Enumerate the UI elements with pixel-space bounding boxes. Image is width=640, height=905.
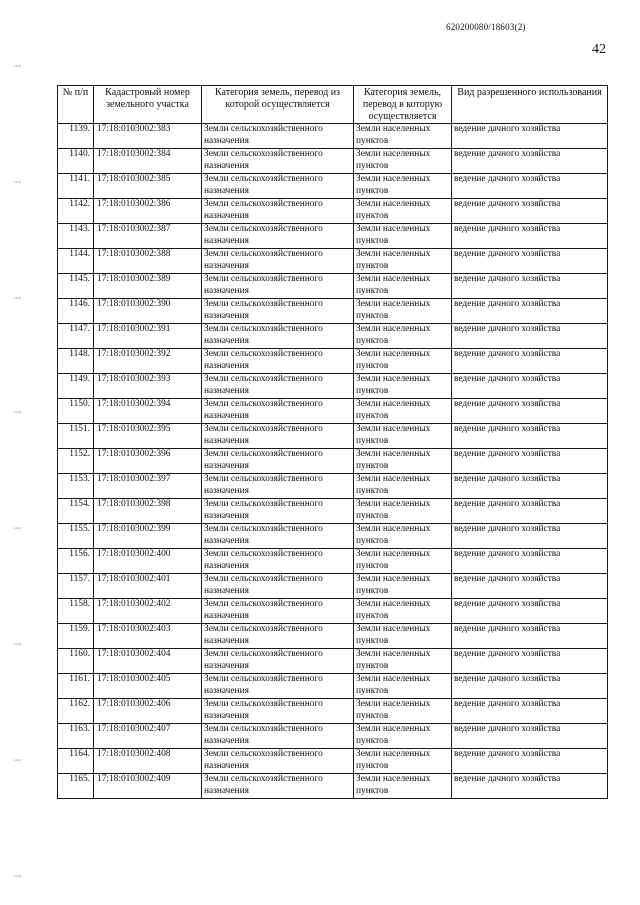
table-row [58, 774, 608, 799]
row-number: 1139. [58, 124, 94, 149]
table-row [58, 549, 608, 574]
margin-scan-mark: ,,,,, [14, 178, 22, 184]
cadastral-number: 17:18:0103002:409 [94, 774, 202, 799]
table-row [58, 724, 608, 749]
category-to: Земли населенных пунктов [354, 399, 452, 424]
table-row [58, 674, 608, 699]
category-to: Земли населенных пунктов [354, 574, 452, 599]
cadastral-number: 17:18:0103002:407 [94, 724, 202, 749]
category-to: Земли населенных пунктов [354, 324, 452, 349]
margin-scan-mark: ,,,,, [14, 294, 22, 300]
category-to: Земли населенных пунктов [354, 599, 452, 624]
permitted-use: ведение дачного хозяйства [452, 399, 608, 424]
table-row [58, 299, 608, 324]
cadastral-number: 17:18:0103002:397 [94, 474, 202, 499]
cadastral-number: 17:18:0103002:392 [94, 349, 202, 374]
row-number: 1147. [58, 324, 94, 349]
category-from: Земли сельскохозяйственного назначения [202, 174, 354, 199]
permitted-use: ведение дачного хозяйства [452, 549, 608, 574]
category-from: Земли сельскохозяйственного назначения [202, 224, 354, 249]
category-to: Земли населенных пунктов [354, 299, 452, 324]
category-from: Земли сельскохозяйственного назначения [202, 349, 354, 374]
table-body [58, 124, 608, 799]
table-row [58, 699, 608, 724]
category-from: Земли сельскохозяйственного назначения [202, 399, 354, 424]
category-to: Земли населенных пунктов [354, 499, 452, 524]
row-number: 1159. [58, 624, 94, 649]
row-number: 1151. [58, 424, 94, 449]
cadastral-number: 17:18:0103002:387 [94, 224, 202, 249]
permitted-use: ведение дачного хозяйства [452, 524, 608, 549]
table-row [58, 449, 608, 474]
cadastral-number: 17:18:0103002:406 [94, 699, 202, 724]
permitted-use: ведение дачного хозяйства [452, 649, 608, 674]
table-row [58, 274, 608, 299]
header-category-from: Категория земель, перевод из которой осуществляется [202, 86, 354, 124]
category-to: Земли населенных пунктов [354, 474, 452, 499]
permitted-use: ведение дачного хозяйства [452, 499, 608, 524]
category-to: Земли населенных пунктов [354, 449, 452, 474]
permitted-use: ведение дачного хозяйства [452, 774, 608, 799]
row-number: 1162. [58, 699, 94, 724]
category-from: Земли сельскохозяйственного назначения [202, 749, 354, 774]
permitted-use: ведение дачного хозяйства [452, 349, 608, 374]
margin-scan-mark: ,,,,, [14, 408, 22, 414]
table-row [58, 624, 608, 649]
permitted-use: ведение дачного хозяйства [452, 149, 608, 174]
margin-scan-mark: ,,,,, [14, 756, 22, 762]
page-number: 42 [592, 42, 606, 57]
category-from: Земли сельскохозяйственного назначения [202, 574, 354, 599]
row-number: 1144. [58, 249, 94, 274]
category-from: Земли сельскохозяйственного назначения [202, 599, 354, 624]
category-to: Земли населенных пунктов [354, 224, 452, 249]
category-to: Земли населенных пунктов [354, 274, 452, 299]
cadastral-number: 17:18:0103002:399 [94, 524, 202, 549]
row-number: 1154. [58, 499, 94, 524]
permitted-use: ведение дачного хозяйства [452, 474, 608, 499]
cadastral-number: 17:18:0103002:403 [94, 624, 202, 649]
table-row [58, 474, 608, 499]
permitted-use: ведение дачного хозяйства [452, 724, 608, 749]
cadastral-number: 17:18:0103002:393 [94, 374, 202, 399]
table-row [58, 324, 608, 349]
permitted-use: ведение дачного хозяйства [452, 699, 608, 724]
category-from: Земли сельскохозяйственного назначения [202, 624, 354, 649]
cadastral-number: 17:18:0103002:385 [94, 174, 202, 199]
category-from: Земли сельскохозяйственного назначения [202, 699, 354, 724]
category-to: Земли населенных пунктов [354, 749, 452, 774]
category-from: Земли сельскохозяйственного назначения [202, 724, 354, 749]
table-row [58, 399, 608, 424]
table-row [58, 124, 608, 149]
category-from: Земли сельскохозяйственного назначения [202, 249, 354, 274]
permitted-use: ведение дачного хозяйства [452, 274, 608, 299]
row-number: 1152. [58, 449, 94, 474]
permitted-use: ведение дачного хозяйства [452, 124, 608, 149]
category-from: Земли сельскохозяйственного назначения [202, 524, 354, 549]
row-number: 1148. [58, 349, 94, 374]
category-from: Земли сельскохозяйственного назначения [202, 324, 354, 349]
category-from: Земли сельскохозяйственного назначения [202, 449, 354, 474]
permitted-use: ведение дачного хозяйства [452, 174, 608, 199]
margin-scan-mark: ,,,,, [14, 872, 22, 878]
row-number: 1161. [58, 674, 94, 699]
permitted-use: ведение дачного хозяйства [452, 624, 608, 649]
category-from: Земли сельскохозяйственного назначения [202, 199, 354, 224]
cadastral-number: 17:18:0103002:402 [94, 599, 202, 624]
table-row [58, 499, 608, 524]
permitted-use: ведение дачного хозяйства [452, 599, 608, 624]
permitted-use: ведение дачного хозяйства [452, 224, 608, 249]
header-num: № п/п [58, 86, 94, 124]
permitted-use: ведение дачного хозяйства [452, 574, 608, 599]
category-from: Земли сельскохозяйственного назначения [202, 674, 354, 699]
margin-scan-mark: ,,,,, [14, 524, 22, 530]
permitted-use: ведение дачного хозяйства [452, 199, 608, 224]
land-transfer-table [57, 85, 608, 799]
category-to: Земли населенных пунктов [354, 524, 452, 549]
margin-scan-mark: ,,,,, [14, 640, 22, 646]
cadastral-number: 17:18:0103002:398 [94, 499, 202, 524]
cadastral-number: 17:18:0103002:388 [94, 249, 202, 274]
cadastral-number: 17:18:0103002:395 [94, 424, 202, 449]
category-from: Земли сельскохозяйственного назначения [202, 424, 354, 449]
row-number: 1150. [58, 399, 94, 424]
header-permitted-use: Вид разрешенного использования [452, 86, 608, 124]
table-row [58, 649, 608, 674]
cadastral-number: 17:18:0103002:394 [94, 399, 202, 424]
row-number: 1143. [58, 224, 94, 249]
category-to: Земли населенных пунктов [354, 649, 452, 674]
table-row [58, 424, 608, 449]
row-number: 1153. [58, 474, 94, 499]
category-to: Земли населенных пунктов [354, 149, 452, 174]
row-number: 1140. [58, 149, 94, 174]
permitted-use: ведение дачного хозяйства [452, 674, 608, 699]
category-to: Земли населенных пунктов [354, 624, 452, 649]
table-row [58, 574, 608, 599]
header-cadastral-number: Кадастровый номер земельного участка [94, 86, 202, 124]
permitted-use: ведение дачного хозяйства [452, 749, 608, 774]
table-row [58, 149, 608, 174]
category-to: Земли населенных пунктов [354, 774, 452, 799]
category-from: Земли сельскохозяйственного назначения [202, 649, 354, 674]
row-number: 1146. [58, 299, 94, 324]
table-row [58, 349, 608, 374]
table-row [58, 599, 608, 624]
category-to: Земли населенных пунктов [354, 549, 452, 574]
cadastral-number: 17:18:0103002:396 [94, 449, 202, 474]
table-row [58, 174, 608, 199]
row-number: 1145. [58, 274, 94, 299]
row-number: 1160. [58, 649, 94, 674]
table-row [58, 224, 608, 249]
category-to: Земли населенных пунктов [354, 374, 452, 399]
table-header-row [58, 86, 608, 124]
cadastral-number: 17:18:0103002:383 [94, 124, 202, 149]
permitted-use: ведение дачного хозяйства [452, 249, 608, 274]
category-from: Земли сельскохозяйственного назначения [202, 274, 354, 299]
cadastral-number: 17:18:0103002:391 [94, 324, 202, 349]
category-to: Земли населенных пунктов [354, 724, 452, 749]
category-to: Земли населенных пунктов [354, 249, 452, 274]
row-number: 1141. [58, 174, 94, 199]
row-number: 1142. [58, 199, 94, 224]
category-to: Земли населенных пунктов [354, 699, 452, 724]
permitted-use: ведение дачного хозяйства [452, 424, 608, 449]
row-number: 1165. [58, 774, 94, 799]
category-from: Земли сельскохозяйственного назначения [202, 149, 354, 174]
category-from: Земли сельскохозяйственного назначения [202, 499, 354, 524]
permitted-use: ведение дачного хозяйства [452, 449, 608, 474]
table-row [58, 749, 608, 774]
cadastral-number: 17:18:0103002:401 [94, 574, 202, 599]
row-number: 1157. [58, 574, 94, 599]
table-row [58, 374, 608, 399]
category-from: Земли сельскохозяйственного назначения [202, 774, 354, 799]
table-row [58, 524, 608, 549]
document-id: 620200080/18603(2) [446, 22, 526, 32]
cadastral-number: 17:18:0103002:386 [94, 199, 202, 224]
cadastral-number: 17:18:0103002:404 [94, 649, 202, 674]
table-row [58, 199, 608, 224]
category-from: Земли сельскохозяйственного назначения [202, 299, 354, 324]
category-to: Земли населенных пунктов [354, 199, 452, 224]
cadastral-number: 17:18:0103002:390 [94, 299, 202, 324]
permitted-use: ведение дачного хозяйства [452, 374, 608, 399]
table-row [58, 249, 608, 274]
category-to: Земли населенных пунктов [354, 349, 452, 374]
cadastral-number: 17:18:0103002:405 [94, 674, 202, 699]
permitted-use: ведение дачного хозяйства [452, 299, 608, 324]
category-to: Земли населенных пунктов [354, 424, 452, 449]
permitted-use: ведение дачного хозяйства [452, 324, 608, 349]
margin-scan-mark: ,,,,, [14, 62, 22, 68]
cadastral-number: 17:18:0103002:389 [94, 274, 202, 299]
row-number: 1149. [58, 374, 94, 399]
row-number: 1164. [58, 749, 94, 774]
row-number: 1156. [58, 549, 94, 574]
category-to: Земли населенных пунктов [354, 124, 452, 149]
cadastral-number: 17:18:0103002:408 [94, 749, 202, 774]
category-to: Земли населенных пунктов [354, 674, 452, 699]
category-from: Земли сельскохозяйственного назначения [202, 124, 354, 149]
row-number: 1155. [58, 524, 94, 549]
category-from: Земли сельскохозяйственного назначения [202, 549, 354, 574]
cadastral-number: 17:18:0103002:384 [94, 149, 202, 174]
header-category-to: Категория земель, перевод в которую осуществляется [354, 86, 452, 124]
row-number: 1158. [58, 599, 94, 624]
category-from: Земли сельскохозяйственного назначения [202, 474, 354, 499]
row-number: 1163. [58, 724, 94, 749]
cadastral-number: 17:18:0103002:400 [94, 549, 202, 574]
category-to: Земли населенных пунктов [354, 174, 452, 199]
category-from: Земли сельскохозяйственного назначения [202, 374, 354, 399]
